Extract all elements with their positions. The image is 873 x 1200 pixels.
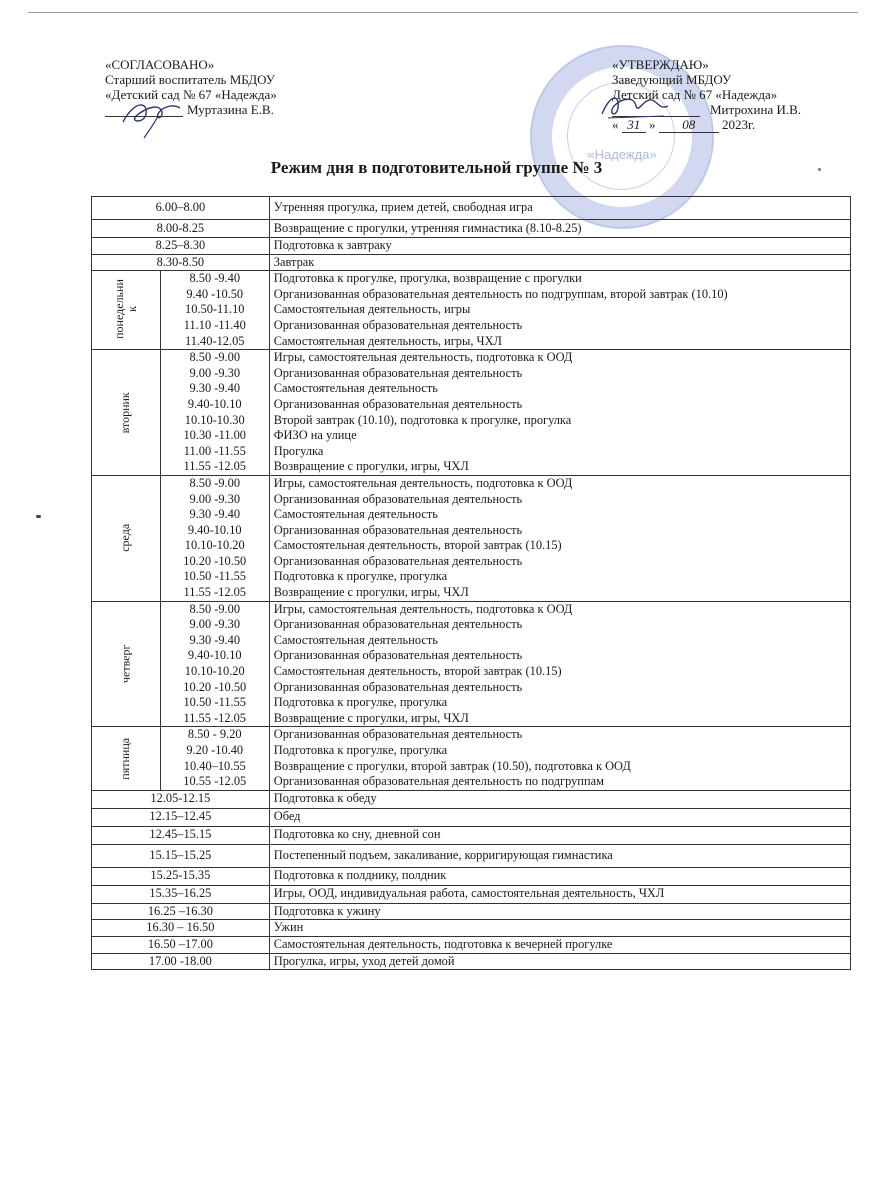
times-cell <box>160 350 269 476</box>
approved-name: Митрохина И.В. <box>710 102 802 117</box>
activity-item: Организованная образовательная деятельность <box>273 553 523 568</box>
time-slot: 8.50 -9.00 <box>189 475 241 490</box>
time-cell: 12.45–15.15 <box>92 826 270 844</box>
time-slot: 10.55 -12.05 <box>183 774 247 789</box>
day-cell <box>92 601 161 727</box>
time-cell: 16.50 –17.00 <box>92 936 270 953</box>
activities-cell <box>269 727 850 790</box>
activity-item: Самостоятельная деятельность, второй завтрак (10.15) <box>273 538 562 553</box>
time-cell: 12.05-12.15 <box>92 790 270 808</box>
activity-item: ФИЗО на улице <box>273 428 357 443</box>
time-slot: 10.50 -11.55 <box>183 695 247 710</box>
time-slot: 10.50 -11.55 <box>183 569 247 584</box>
day-block <box>92 475 851 601</box>
activity-cell: Утренняя прогулка, прием детей, свободная игра <box>269 197 850 220</box>
time-slot: 11.55 -12.05 <box>183 585 247 600</box>
time-slot: 8.50 -9.40 <box>189 271 241 286</box>
activity-item: Подготовка к прогулке, прогулка <box>273 569 448 584</box>
time-slot: 8.50 -9.00 <box>189 350 241 365</box>
activity-item: Второй завтрак (10.10), подготовка к прогулке, прогулка <box>273 412 572 427</box>
activity-cell: Возвращение с прогулки, утренняя гимнастика (8.10-8.25) <box>269 220 850 238</box>
schedule-row <box>92 790 851 808</box>
activity-cell: Постепенный подъем, закаливание, корригирующая гимнастика <box>269 844 850 867</box>
activity-cell: Игры, ООД, индивидуальная работа, самостоятельная деятельность, ЧХЛ <box>269 885 850 903</box>
agreed-position: Старший воспитатель МБДОУ <box>105 72 275 87</box>
activity-item: Подготовка к прогулке, прогулка, возвращение с прогулки <box>273 271 582 286</box>
activity-item: Игры, самостоятельная деятельность, подготовка к ООД <box>273 475 573 490</box>
time-slot: 9.40 -10.50 <box>186 286 244 301</box>
date-day: 31 <box>622 117 646 133</box>
agreed-name: Муртазина Е.В. <box>187 102 274 117</box>
day-block <box>92 601 851 727</box>
time-slot: 11.10 -11.40 <box>183 317 246 332</box>
activity-cell: Самостоятельная деятельность, подготовка к вечерней прогулке <box>269 936 850 953</box>
day-cell <box>92 475 161 601</box>
activity-cell: Подготовка к завтраку <box>269 238 850 255</box>
date-quote-open: « <box>612 117 619 132</box>
time-cell: 8.25–8.30 <box>92 238 270 255</box>
date-quote-close: » <box>649 117 656 132</box>
schedule-row <box>92 238 851 255</box>
activity-item: Возвращение с прогулки, второй завтрак (10.50), подготовка к ООД <box>273 758 631 773</box>
activities-cell <box>269 271 850 350</box>
time-cell: 17.00 -18.00 <box>92 953 270 970</box>
time-cell: 12.15–12.45 <box>92 808 270 826</box>
date-month: 08 <box>659 117 719 133</box>
schedule-row <box>92 953 851 970</box>
day-name: вторник <box>118 391 133 434</box>
time-cell: 8.30-8.50 <box>92 254 270 271</box>
activity-item: Организованная образовательная деятельность <box>273 727 523 742</box>
activity-item: Организованная образовательная деятельность <box>273 365 523 380</box>
times-cell <box>160 727 269 790</box>
activity-item: Организованная образовательная деятельность <box>273 317 523 332</box>
time-slot: 9.40-10.10 <box>187 522 242 537</box>
scan-mark <box>36 515 41 518</box>
times-cell <box>160 475 269 601</box>
activity-item: Подготовка к прогулке, прогулка <box>273 695 448 710</box>
activity-item: Самостоятельная деятельность, второй завтрак (10.15) <box>273 664 562 679</box>
activity-item: Прогулка <box>273 443 324 458</box>
day-block <box>92 350 851 476</box>
schedule-row <box>92 808 851 826</box>
time-slot: 8.50 - 9.20 <box>187 727 242 742</box>
activity-item: Игры, самостоятельная деятельность, подготовка к ООД <box>273 350 573 365</box>
time-slot: 11.00 -11.55 <box>183 443 246 458</box>
times-cell <box>160 271 269 350</box>
activity-cell: Подготовка к полднику, полдник <box>269 867 850 885</box>
date-year: 2023г. <box>722 117 756 132</box>
schedule-row <box>92 867 851 885</box>
schedule-row <box>92 826 851 844</box>
activity-item: Возвращение с прогулки, игры, ЧХЛ <box>273 710 469 725</box>
schedule-row <box>92 844 851 867</box>
time-slot: 9.40-10.10 <box>187 648 242 663</box>
stamp-text: «Надежда» <box>587 147 657 162</box>
time-slot: 9.20 -10.40 <box>186 743 244 757</box>
approved-heading: «УТВЕРЖДАЮ» <box>612 57 709 72</box>
day-name: четверг <box>118 644 133 684</box>
time-slot: 9.00 -9.30 <box>189 365 241 380</box>
day-block <box>92 271 851 350</box>
time-slot: 9.00 -9.30 <box>189 617 241 632</box>
time-slot: 8.50 -9.00 <box>189 601 241 616</box>
approved-organization: Детский сад № 67 «Надежда» <box>612 87 778 102</box>
activity-cell: Завтрак <box>269 254 850 271</box>
time-slot: 9.00 -9.30 <box>189 491 241 506</box>
time-slot: 10.20 -10.50 <box>183 679 247 694</box>
day-cell <box>92 727 161 790</box>
activity-cell: Ужин <box>269 920 850 937</box>
activity-cell: Прогулка, игры, уход детей домой <box>269 953 850 970</box>
activity-item: Организованная образовательная деятельность <box>273 617 523 632</box>
activity-item: Организованная образовательная деятельность <box>273 522 523 537</box>
schedule-row <box>92 254 851 271</box>
signature-right <box>598 88 678 128</box>
activity-cell: Подготовка ко сну, дневной сон <box>269 826 850 844</box>
time-slot: 10.40–10.55 <box>183 758 246 773</box>
activity-cell: Подготовка к обеду <box>269 790 850 808</box>
time-cell: 8.00-8.25 <box>92 220 270 238</box>
activity-item: Самостоятельная деятельность, игры <box>273 302 471 317</box>
schedule-row <box>92 903 851 920</box>
agreed-heading: «СОГЛАСОВАНО» <box>105 57 215 72</box>
schedule-row <box>92 885 851 903</box>
time-slot: 10.20 -10.50 <box>183 553 247 568</box>
schedule-row <box>92 197 851 220</box>
schedule-row <box>92 936 851 953</box>
activity-item: Организованная образовательная деятельность <box>273 491 523 506</box>
activity-cell: Обед <box>269 808 850 826</box>
activity-item: Возвращение с прогулки, игры, ЧХЛ <box>273 459 469 474</box>
time-slot: 9.30 -9.40 <box>189 507 241 522</box>
activity-item: Организованная образовательная деятельность <box>273 396 523 411</box>
activity-item: Самостоятельная деятельность <box>273 632 438 647</box>
activity-item: Игры, самостоятельная деятельность, подготовка к ООД <box>273 601 573 616</box>
time-slot: 10.10-10.30 <box>184 412 245 427</box>
time-slot: 9.40-10.10 <box>187 396 242 411</box>
schedule-table <box>91 196 851 970</box>
activity-item: Организованная образовательная деятельность по подгруппам <box>273 774 604 789</box>
activity-item: Организованная образовательная деятельность <box>273 679 523 694</box>
time-slot: 11.55 -12.05 <box>183 710 247 725</box>
time-slot: 11.40-12.05 <box>185 333 245 348</box>
approved-position: Заведующий МБДОУ <box>612 72 732 87</box>
activity-item: Организованная образовательная деятельность по подгруппам, второй завтрак (10.10) <box>273 286 728 301</box>
activity-item: Возвращение с прогулки, игры, ЧХЛ <box>273 585 469 600</box>
day-name: пятница <box>118 737 133 780</box>
time-slot: 10.10-10.20 <box>184 538 245 553</box>
day-block <box>92 727 851 790</box>
activity-item: Организованная образовательная деятельность <box>273 648 523 663</box>
top-rule <box>28 12 858 13</box>
activities-cell <box>269 475 850 601</box>
times-cell <box>160 601 269 727</box>
signature-left <box>118 92 188 140</box>
time-cell: 16.30 – 16.50 <box>92 920 270 937</box>
schedule-row <box>92 920 851 937</box>
activity-cell: Подготовка к ужину <box>269 903 850 920</box>
activity-item: Самостоятельная деятельность <box>273 381 438 396</box>
activity-item: Подготовка к прогулке, прогулка <box>273 743 448 757</box>
time-slot: 10.10-10.20 <box>184 664 245 679</box>
time-slot: 10.50-11.10 <box>185 302 245 317</box>
time-slot: 9.30 -9.40 <box>189 632 241 647</box>
time-cell: 16.25 –16.30 <box>92 903 270 920</box>
schedule-row <box>92 220 851 238</box>
time-cell: 15.15–15.25 <box>92 844 270 867</box>
time-slot: 9.30 -9.40 <box>189 381 241 396</box>
time-cell: 15.35–16.25 <box>92 885 270 903</box>
time-slot: 11.55 -12.05 <box>183 459 247 474</box>
day-name: понедельни к <box>111 279 139 340</box>
day-cell <box>92 350 161 476</box>
time-cell: 15.25-15.35 <box>92 867 270 885</box>
activity-item: Самостоятельная деятельность, игры, ЧХЛ <box>273 333 502 348</box>
activities-cell <box>269 601 850 727</box>
time-cell: 6.00–8.00 <box>92 197 270 220</box>
activities-cell <box>269 350 850 476</box>
page-title: Режим дня в подготовительной группе № 3 <box>270 158 603 177</box>
agreed-organization: «Детский сад № 67 «Надежда» <box>105 87 277 102</box>
day-name: среда <box>118 524 133 553</box>
activity-item: Самостоятельная деятельность <box>273 507 438 522</box>
day-cell <box>92 271 161 350</box>
time-slot: 10.30 -11.00 <box>183 428 247 443</box>
